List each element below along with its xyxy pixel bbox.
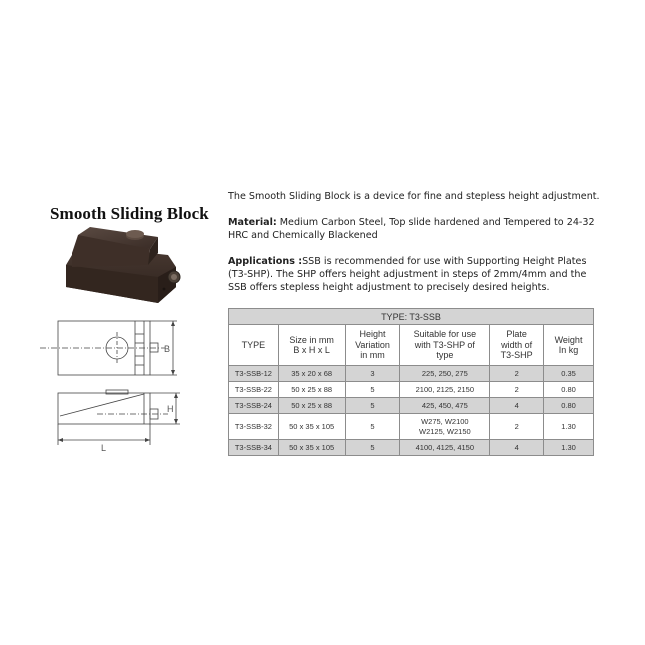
applications-label: Applications : — [228, 256, 303, 267]
header-plate — [490, 325, 544, 366]
cell-type: T3-SSB-32 — [229, 414, 279, 440]
header-size — [278, 325, 345, 366]
cell-suitable: 225, 250, 275 — [400, 366, 490, 382]
material-paragraph — [228, 216, 608, 242]
cell-plate: 4 — [490, 440, 544, 456]
specification-table — [228, 308, 594, 456]
cell-plate: 2 — [490, 382, 544, 398]
dimension-label-l: L — [101, 443, 107, 453]
cell-variation: 5 — [345, 440, 400, 456]
cell-weight: 0.80 — [544, 398, 594, 414]
cell-size: 50 x 35 x 105 — [278, 440, 345, 456]
applications-text: SSB is recommended for use with Supporting Height Plates (T3-SHP). The SHP offers height adjustment in steps of 2mm/4mm and the SSB offers stepless height adjustment to precisely desired heights. — [228, 256, 587, 293]
cell-size: 35 x 20 x 68 — [278, 366, 345, 382]
cell-size: 50 x 35 x 105 — [278, 414, 345, 440]
cell-plate: 2 — [490, 366, 544, 382]
cell-suitable: 4100, 4125, 4150 — [400, 440, 490, 456]
cell-weight: 0.80 — [544, 382, 594, 398]
table-row — [229, 414, 594, 440]
header-weight-text: Weight In kg — [554, 334, 583, 355]
table-row — [229, 440, 594, 456]
header-variation-text: Height Variation in mm — [355, 329, 390, 361]
header-type: TYPE — [229, 325, 279, 366]
header-size-text: Size in mm B x H x L — [289, 334, 334, 355]
material-text: Medium Carbon Steel, Top slide hardened and Tempered to 24-32 HRC and Chemically Blackened — [228, 217, 595, 241]
cell-variation: 3 — [345, 366, 400, 382]
header-suitable-text: Suitable for use with T3-SHP of type — [413, 329, 477, 361]
dimension-label-b: B — [164, 344, 171, 354]
intro-text: The Smooth Sliding Block is a device for fine and stepless height adjustment. — [228, 191, 600, 202]
table-row — [229, 398, 594, 414]
cell-weight: 1.30 — [544, 414, 594, 440]
cell-plate: 2 — [490, 414, 544, 440]
cell-plate: 4 — [490, 398, 544, 414]
cell-suitable-line1: W275, W2100 — [421, 417, 469, 426]
header-weight — [544, 325, 594, 366]
material-label: Material: — [228, 217, 277, 228]
type-caption-row — [229, 309, 594, 325]
cell-size: 50 x 25 x 88 — [278, 398, 345, 414]
cell-variation: 5 — [345, 414, 400, 440]
technical-drawing — [40, 310, 200, 460]
cell-suitable: 2100, 2125, 2150 — [400, 382, 490, 398]
cell-weight: 0.35 — [544, 366, 594, 382]
product-description — [228, 190, 608, 307]
cell-variation: 5 — [345, 382, 400, 398]
product-title: Smooth Sliding Block — [50, 204, 209, 223]
cell-type: T3-SSB-24 — [229, 398, 279, 414]
type-caption: TYPE: T3-SSB — [229, 309, 594, 325]
table-row — [229, 382, 594, 398]
cell-size: 50 x 25 x 88 — [278, 382, 345, 398]
cell-suitable — [400, 414, 490, 440]
cell-type: T3-SSB-12 — [229, 366, 279, 382]
header-variation — [345, 325, 400, 366]
table-row — [229, 366, 594, 382]
product-photo — [58, 225, 188, 305]
cell-weight: 1.30 — [544, 440, 594, 456]
cell-suitable: 425, 450, 475 — [400, 398, 490, 414]
header-plate-text: Plate width of T3-SHP — [500, 329, 533, 361]
header-suitable — [400, 325, 490, 366]
dimension-label-h: H — [167, 404, 174, 414]
header-row — [229, 325, 594, 366]
cell-type: T3-SSB-22 — [229, 382, 279, 398]
cell-suitable-line2: W2125, W2150 — [418, 426, 471, 436]
cell-type: T3-SSB-34 — [229, 440, 279, 456]
cell-variation: 5 — [345, 398, 400, 414]
applications-paragraph — [228, 255, 608, 294]
